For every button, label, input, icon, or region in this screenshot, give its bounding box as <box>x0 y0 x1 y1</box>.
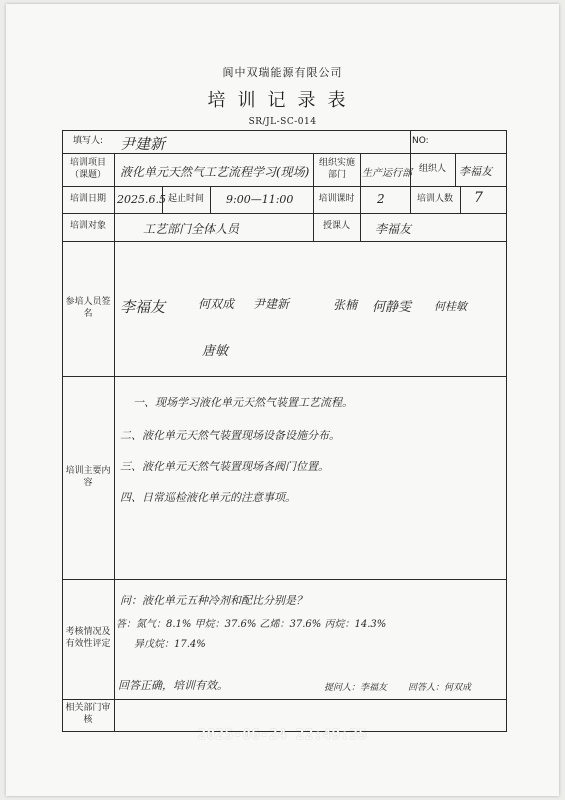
project-label: 培训项目（课题） <box>69 157 106 180</box>
table-rule <box>62 376 507 377</box>
table-rule <box>360 153 361 186</box>
attendee-signature: 唐敏 <box>202 344 229 359</box>
hours-label: 培训课时 <box>318 193 355 204</box>
table-rule <box>62 579 507 580</box>
record-no-label: NO: <box>412 135 429 146</box>
table-rule <box>460 186 461 213</box>
table-rule <box>506 130 507 731</box>
organizer-value: 李福友 <box>459 165 492 178</box>
timestamp-watermark: 2025-06-24 22:49:35 <box>197 727 368 743</box>
content-item: 一、现场学习液化单元天然气装置工艺流程。 <box>133 396 353 409</box>
time-label: 起止时间 <box>167 193 204 204</box>
org-dept-value: 生产运行部 <box>362 168 412 179</box>
content-label: 培训主要内容 <box>65 465 111 488</box>
hours-value: 2 <box>377 192 385 206</box>
dept-review-label: 相关部门审核 <box>65 703 111 725</box>
content-item: 二、液化单元天然气装置现场设备设施分布。 <box>120 429 340 442</box>
content-item: 三、液化单元天然气装置现场各阀门位置。 <box>120 460 329 473</box>
answerer-signature: 回答人：何双成 <box>408 683 472 693</box>
table-rule <box>62 699 507 700</box>
evaluation-answer: 答：氮气：8.1% 甲烷：37.6% 乙烯：37.6% 丙烷：14.3% <box>116 619 387 630</box>
attendee-signature: 何双成 <box>198 297 235 311</box>
company-name: 阆中双瑞能源有限公司 <box>222 66 343 79</box>
table-rule <box>455 153 456 186</box>
attendee-signature: 何桂敏 <box>434 300 467 313</box>
evaluation-question: 问：液化单元五种冷剂和配比分别是？ <box>120 594 307 607</box>
org-dept-label: 组织实施部门 <box>318 157 355 180</box>
evaluation-answer: 异戊烷：17.4% <box>134 639 206 650</box>
table-rule <box>62 241 507 242</box>
count-label: 培训人数 <box>416 193 453 204</box>
organizer-label: 组织人 <box>418 163 446 174</box>
content-item: 四、日常巡检液化单元的注意事项。 <box>120 491 296 504</box>
document-number: SR/JL-SC-014 <box>248 117 317 127</box>
count-value: 7 <box>474 190 483 206</box>
time-value: 9:00—11:00 <box>226 193 294 206</box>
form-title: 培训记录表 <box>207 90 358 111</box>
evaluation-label: 考核情况及有效性评定 <box>65 627 111 649</box>
date-value: 2025.6.5 <box>117 193 166 206</box>
table-rule <box>114 153 115 731</box>
target-label: 培训对象 <box>69 221 106 232</box>
attendees-label: 参培人员签名 <box>65 296 111 319</box>
table-rule <box>210 186 211 213</box>
evaluation-result: 回答正确，培训有效。 <box>118 679 228 692</box>
table-rule <box>62 213 507 214</box>
attendee-signature: 李福友 <box>120 298 166 316</box>
table-rule <box>360 213 361 241</box>
table-rule <box>360 186 361 213</box>
attendee-signature: 张楠 <box>333 298 358 312</box>
attendee-signature: 何静雯 <box>372 300 412 315</box>
target-value: 工艺部门全体人员 <box>143 222 240 236</box>
lecturer-value: 李福友 <box>375 222 412 236</box>
lecturer-label: 授课人 <box>322 221 350 232</box>
project-value: 液化单元天然气工艺流程学习(现场) <box>120 165 310 179</box>
filler-value: 尹建新 <box>120 135 166 153</box>
table-rule <box>313 153 314 186</box>
date-label: 培训日期 <box>69 193 106 204</box>
table-rule <box>410 130 411 153</box>
questioner-signature: 提问人：李福友 <box>324 683 388 693</box>
filler-label: 填写人: <box>72 135 104 146</box>
attendee-signature: 尹建新 <box>253 297 290 311</box>
